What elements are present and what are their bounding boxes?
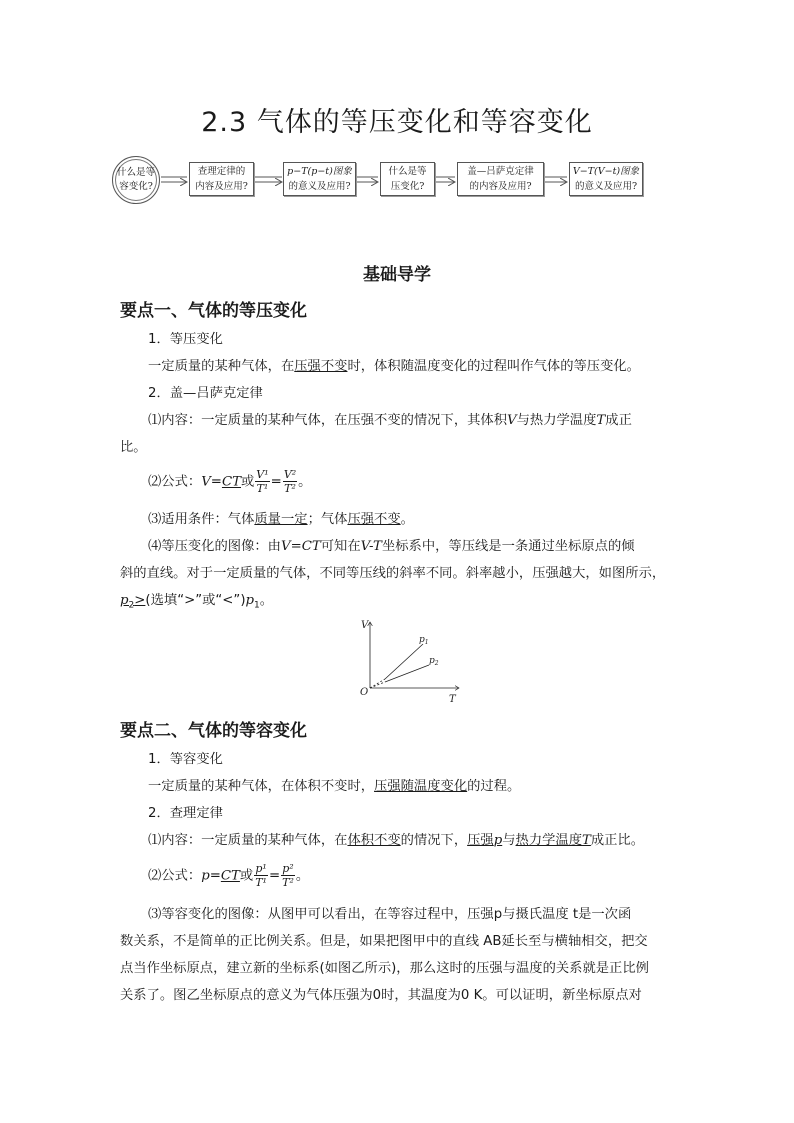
fraction-v2-t2: $\frac{\text{V²}}{\text{T²}}$ [283,468,297,495]
formula-gay-lussac: ⑵公式：V=CT或 $\frac{\text{V¹}}{\text{T¹}}$ = $\frac{\text{V²}}{\text{T²}}$ 。 [148,468,312,495]
page-title: 2.3 气体的等压变化和等容变化 [201,107,593,138]
paragraph-isochoric-graph-4: 关系了。图乙坐标原点的意义为气体压强为0时，其温度为0 K。可以证明，新坐标原点对 [120,988,642,1003]
flow-node-pt-graph: p−T(p−t)图象 的意义及应用? [283,162,356,196]
subheading-isobaric-definition: 1．等压变化 [148,332,223,347]
paragraph-isochoric-graph-3: 点当作坐标原点，建立新的坐标系(如图乙所示)，那么这时的压强与温度的关系就是正比例 [120,961,649,976]
formula-charles: ⑵公式：p=CT或 $\frac{\text{p¹}}{\text{T¹}}$ = $\frac{\text{p²}}{\text{T²}}$ 。 [148,862,310,889]
paragraph-conditions: ⑶适用条件：气体质量一定；气体压强不变。 [148,512,414,527]
fraction-p1-t1: $\frac{\text{p¹}}{\text{T¹}}$ [255,862,267,889]
heading-isochoric: 要点二、气体的等容变化 [120,721,307,741]
flow-node-gay-lussac-law: 盖—吕萨克定律 的内容及应用? [457,162,544,196]
isobar-p1-dashed [370,679,385,688]
subheading-charles-law: 2．查理定律 [148,806,223,821]
flow-node-isobaric: 什么是等 压变化? [380,162,435,196]
p1-label: $p_1$ [419,635,429,646]
flow-node-vt-graph: V−T(V−t)图象 的意义及应用? [569,162,643,196]
flow-node-isochoric: 什么是等 容变化? [112,156,160,204]
paragraph-law-content: ⑴内容：一定质量的某种气体，在压强不变的情况下，其体积V与热力学温度T成正 [148,413,632,428]
vt-graph [355,618,465,708]
section-title: 基础导学 [363,265,431,285]
t-axis-label: T [449,694,456,705]
paragraph-isobaric-graph-answer: $p_2>$(选填“>”或“$<”)p_1$。 [120,593,274,611]
fraction-v1-t1: $\frac{\text{V¹}}{\text{T¹}}$ [256,468,269,495]
heading-isobaric: 要点一、气体的等压变化 [120,301,307,321]
flow-node-charles-law: 查理定律的 内容及应用? [189,162,254,196]
paragraph-charles-content: ⑴内容：一定质量的某种气体，在体积不变的情况下，压强p与热力学温度T成正比。 [148,833,645,848]
paragraph-isobaric-graph: ⑷等压变化的图像：由V=CT可知在V-T坐标系中，等压线是一条通过坐标原点的倾 [148,539,635,554]
v-axis-label: V [361,620,369,631]
isobar-p1 [385,644,423,679]
paragraph-isobaric-graph-cont: 斜的直线。对于一定质量的气体，不同等压线的斜率不同。斜率越小，压强越大，如图所示， [120,566,666,581]
concept-flow-chart [112,156,672,206]
paragraph-isobaric-definition: 一定质量的某种气体，在压强不变时，体积随温度变化的过程叫作气体的等压变化。 [148,359,640,374]
paragraph-isochoric-graph-1: ⑶等容变化的图像：从图甲可以看出，在等容过程中，压强p与摄氏温度 t是一次函 [148,907,632,922]
subheading-isochoric-definition: 1．等容变化 [148,752,223,767]
origin-label: O [360,687,369,698]
isobar-p2-dashed [370,682,385,688]
subheading-gay-lussac-law: 2．盖—吕萨克定律 [148,386,263,401]
paragraph-law-content-cont: 比。 [120,440,147,455]
fraction-p2-t2: $\frac{\text{p²}}{\text{T²}}$ [282,862,294,889]
paragraph-isochoric-graph-2: 数关系，不是简单的正比例关系。但是，如果把图甲中的直线 AB延长至与横轴相交，把交 [120,934,648,949]
p2-label: $p_2$ [429,656,439,667]
paragraph-isochoric-definition: 一定质量的某种气体，在体积不变时，压强随温度变化的过程。 [148,779,521,794]
isobar-p2 [385,665,429,682]
